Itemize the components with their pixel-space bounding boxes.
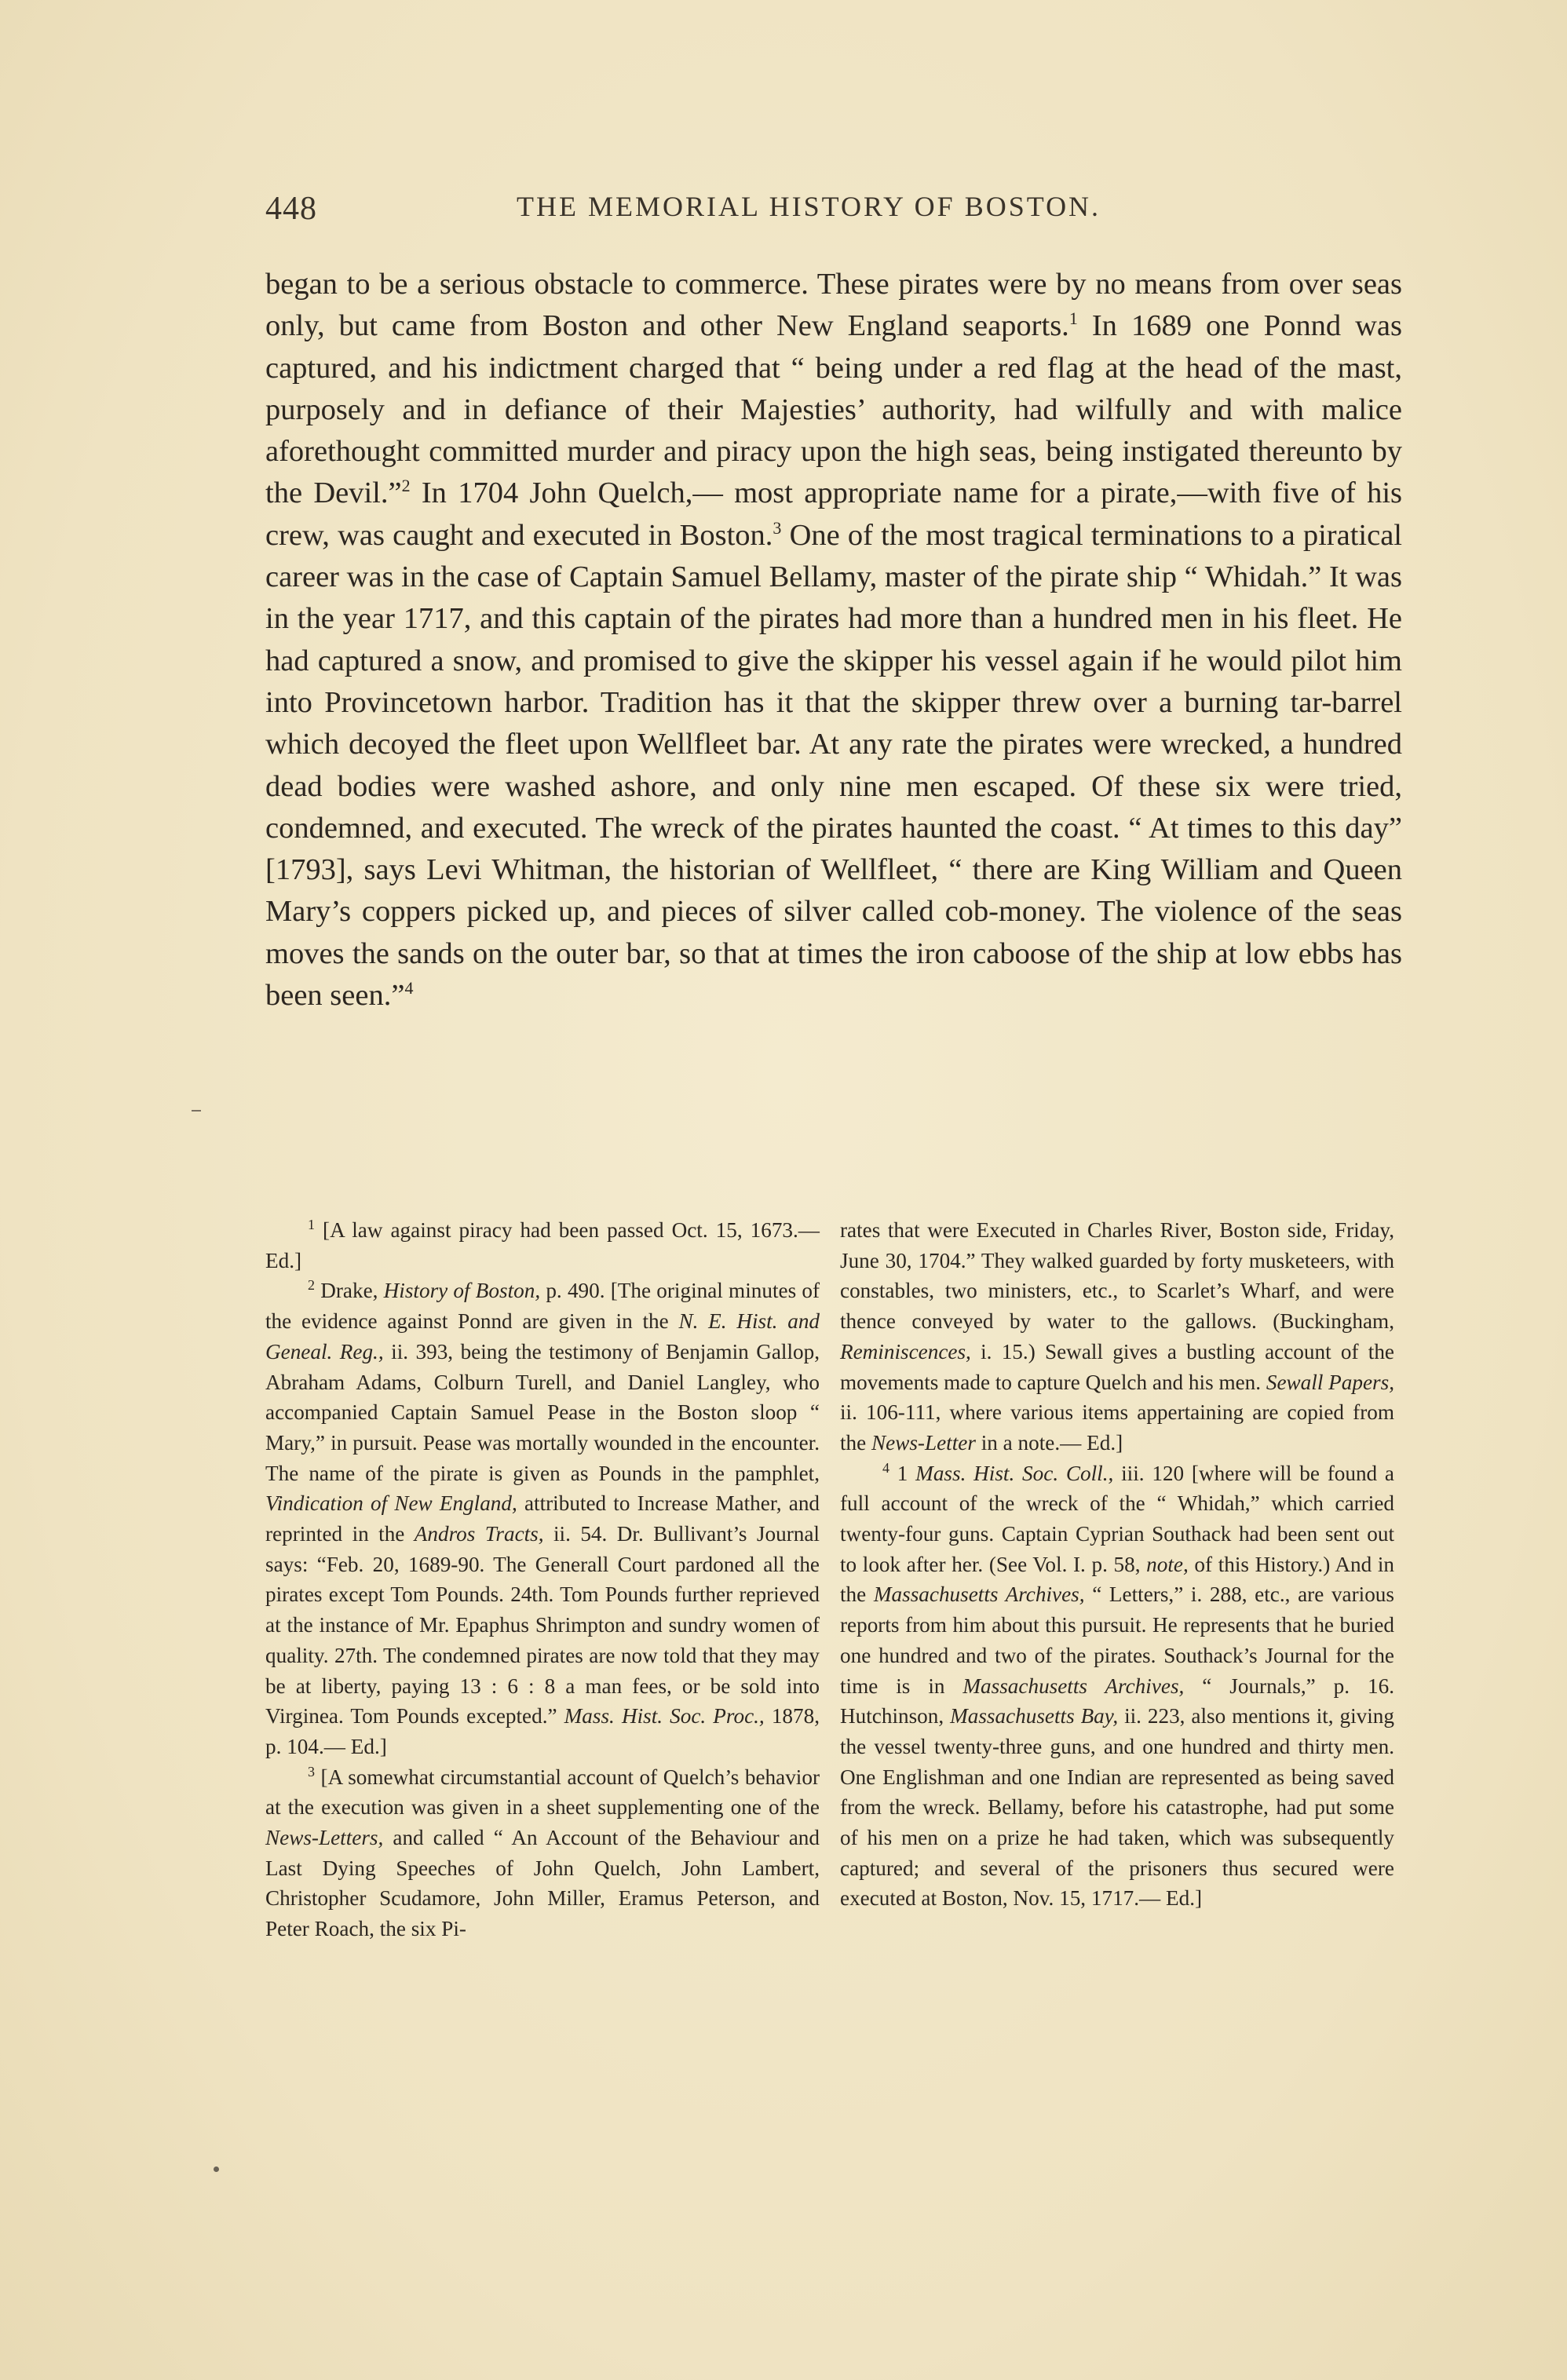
footnote-3-continued: rates that were Executed in Charles River, Boston side, Friday, June 30, 1704.” They walked guarded by forty musketeers, with constables, two ministers, etc., to Scarlet’s Wharf, and were thence conveyed by water to the gallows. (Buckingham, Reminiscences, i. 15.) Sewall gives a bustling account of the movements made to capture Quelch and his men. Sewall Papers, ii. 106-111, where various items appertaining are copied from the News-Letter in a note.— Ed.] xyxy=(840,1218,1394,1455)
footnote-ref-1[interactable]: 1 xyxy=(1068,308,1078,329)
footnotes-left-column xyxy=(265,1215,820,1944)
main-text xyxy=(265,264,1402,1017)
footnote-2: $^2$ Drake, History of Boston, p. 490. [The original minutes of the evidence against Ponnd are given in the N. E. Hist. and Geneal. Reg., ii. 393, being the testimony of Benjamin Gallop, Abraham Adams, Colburn Turell, and Daniel Langley, who accompanied Captain Samuel Pease in the Boston sloop “ Mary,” in pursuit. Pease was mortally wounded in the encounter. The name of the pirate is given as Pounds in the pamphlet, Vindication of New England, attributed to Increase Mather, and reprinted in the Andros Tracts, ii. 54. Dr. Bullivant’s Journal says: “Feb. 20, 1689-90. The Generall Court pardoned all the pirates except Tom Pounds. 24th. Tom Pounds further reprieved at the instance of Mr. Epaphus Shrimpton and sundry women of quality. 27th. The condemned pirates are now told that they may be at liberty, paying 13 : 6 : 8 a man fees, or be sold into Virginea. Tom Pounds excepted.” Mass. Hist. Soc. Proc., 1878, p. 104.— Ed.] xyxy=(265,1277,820,1758)
footnote-ref-3[interactable]: 3 xyxy=(773,517,782,538)
footnote-mark: 2 xyxy=(308,1277,315,1294)
margin-mark xyxy=(192,1110,201,1112)
footnote-3: $^3$ [A somewhat circumstantial account of Quelch’s behavior at the execution was given in a sheet supplementing one of the News-Letters, and called “ An Account of the Behaviour and Last Dying Speeches of John Quelch, John Lambert, Christopher Scudamore, John Miller, Eramus Peterson, and Peter Roach, the six Pi- xyxy=(265,1763,820,1941)
margin-dot xyxy=(214,2166,219,2172)
footnote-mark: 3 xyxy=(308,1763,315,1780)
footnote-mark: 4 xyxy=(882,1459,889,1476)
footnote-4: $^4$ 1 Mass. Hist. Soc. Coll., iii. 120 [where will be found a full account of the wreck of the “ Whidah,” which carried twenty-four guns. Captain Cyprian Southack had been sent out to look after her. (See Vol. I. p. 58, note, of this History.) And in the Massachusetts Archives, “ Letters,” i. 288, etc., are various reports from him about this pursuit. He represents that he buried one hundred and two of the pirates. Southack’s Journal for the time is in Massachusetts Archives, “ Journals,” p. 16. Hutchinson, Massachusetts Bay, ii. 223, also mentions it, giving the vessel twenty-three guns, and one hundred and thirty men. One Englishman and one Indian are represented as being saved from the wreck. Bellamy, before his catastrophe, had put some of his men on a prize he had taken, which was subsequently captured; and several of the prisoners thus secured were executed at Boston, Nov. 15, 1717.— Ed.] xyxy=(840,1459,1395,1911)
page-header xyxy=(265,185,1412,232)
body-paragraph: began to be a serious obstacle to commerce. These pirates were by no means from over seas only, but came from Boston and other New England seaports.$^1$ In 1689 one Ponnd was captured, and his indictment charged that “ being under a red flag at the head of the mast, purposely and in defiance of their Majesties’ authority, had wilfully and with malice aforethought committed murder and piracy upon the high seas, being instigated thereunto by the Devil.”$^2$ In 1704 John Quelch,— most appropriate name for a pirate,—with five of his crew, was caught and executed in Boston.$^3$ One of the most tragical terminations to a piratical career was in the case of Captain Samuel Bellamy, master of the pirate ship “ Whidah.” It was in the year 1717, and this captain of the pirates had more than a hundred men in his fleet. He had captured a snow, and promised to give the skipper his vessel again if he would pilot him into Provincetown harbor. Tradition has it that the skipper threw over a burning tar-barrel which decoyed the fleet upon Wellfleet bar. At any rate the pirates were wrecked, a hundred dead bodies were washed ashore, and only nine men escaped. Of these six were tried, condemned, and executed. The wreck of the pirates haunted the coast. “ At times to this day” [1793], says Levi Whitman, the historian of Wellfleet, “ there are King William and Queen Mary’s coppers picked up, and pieces of silver called cob-money. The violence of the seas moves the sands on the outer bar, so that at times the iron caboose of the ship at low ebbs has been seen.”$^4$ xyxy=(265,268,1402,1013)
footnote-ref-4[interactable]: 4 xyxy=(404,978,414,998)
footnote-mark: 1 xyxy=(308,1217,315,1232)
footnote-1: $^1$ [A law against piracy had been passed Oct. 15, 1673.— Ed.] xyxy=(265,1217,820,1272)
running-title: THE MEMORIAL HISTORY OF BOSTON. xyxy=(517,191,1101,222)
footnotes-right-column xyxy=(840,1215,1394,1914)
footnote-ref-2[interactable]: 2 xyxy=(401,476,411,496)
page-number: 448 xyxy=(265,191,317,227)
